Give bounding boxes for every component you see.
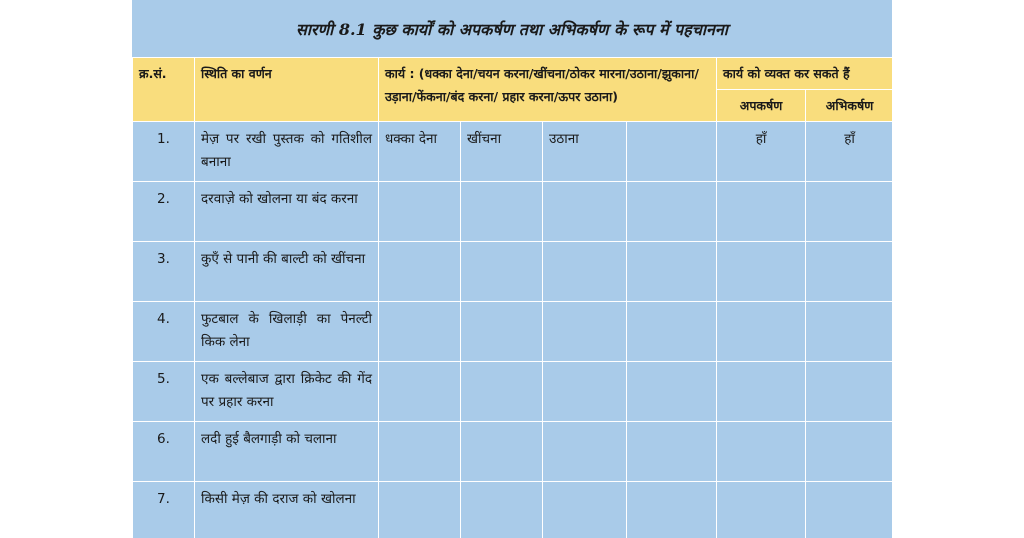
- table-container: [132, 0, 892, 538]
- row-push: [806, 182, 892, 242]
- header-serial: क्र.सं.: [133, 58, 195, 122]
- table-row: [133, 482, 893, 538]
- row-action-2: [461, 182, 543, 242]
- row-action-1: [379, 242, 461, 302]
- row-pull: [717, 302, 806, 362]
- row-action-2: [461, 242, 543, 302]
- row-pull: [717, 182, 806, 242]
- row-number: 4.: [133, 302, 195, 362]
- row-description: मेज़ पर रखी पुस्तक को गतिशील बनाना: [195, 122, 379, 182]
- row-action-4: [627, 182, 717, 242]
- row-description: कुएँ से पानी की बाल्टी को खींचना: [195, 242, 379, 302]
- table-row: [133, 242, 893, 302]
- row-pull: [717, 242, 806, 302]
- row-number: 6.: [133, 422, 195, 482]
- row-number: 5.: [133, 362, 195, 422]
- row-action-1: [379, 182, 461, 242]
- force-table: [132, 57, 892, 538]
- row-action-3: [543, 302, 627, 362]
- row-number: 2.: [133, 182, 195, 242]
- header-description: स्थिति का वर्णन: [195, 58, 379, 122]
- table-row: [133, 302, 893, 362]
- row-push: [806, 302, 892, 362]
- row-push: [806, 362, 892, 422]
- row-description: किसी मेज़ की दराज को खोलना: [195, 482, 379, 538]
- row-action-4: [627, 482, 717, 538]
- row-action-2: [461, 482, 543, 538]
- row-action-1: [379, 362, 461, 422]
- row-action-3: [543, 422, 627, 482]
- row-push: [806, 422, 892, 482]
- row-push: [806, 482, 892, 538]
- row-action-3: [543, 482, 627, 538]
- row-action-3: [543, 182, 627, 242]
- row-action-4: [627, 302, 717, 362]
- row-pull: [717, 362, 806, 422]
- table-row: [133, 182, 893, 242]
- row-action-4: [627, 362, 717, 422]
- row-action-2: [461, 362, 543, 422]
- table-row: [133, 122, 893, 182]
- row-action-3: उठाना: [543, 122, 627, 182]
- row-action-2: खींचना: [461, 122, 543, 182]
- table-row: [133, 422, 893, 482]
- table-title: सारणी 8.1 कुछ कार्यों को अपकर्षण तथा अभिकर्षण के रूप में पहचानना: [132, 0, 892, 57]
- row-action-4: [627, 422, 717, 482]
- row-action-1: [379, 482, 461, 538]
- row-pull: [717, 482, 806, 538]
- row-action-1: [379, 422, 461, 482]
- row-number: 3.: [133, 242, 195, 302]
- header-actions: कार्य : (धक्का देना/चयन करना/खींचना/ठोकर मारना/उठाना/झुकाना/उड़ाना/फेंकना/बंद करना/ प्रहार करना/ऊपर उठाना): [379, 58, 717, 122]
- row-action-1: [379, 302, 461, 362]
- row-push: [806, 242, 892, 302]
- row-action-4: [627, 122, 717, 182]
- row-description: लदी हुई बैलगाड़ी को चलाना: [195, 422, 379, 482]
- table-row: [133, 362, 893, 422]
- row-action-1: धक्का देना: [379, 122, 461, 182]
- row-description: दरवाज़े को खोलना या बंद करना: [195, 182, 379, 242]
- row-description: फुटबाल के खिलाड़ी का पेनल्टी किक लेना: [195, 302, 379, 362]
- row-description: एक बल्लेबाज द्वारा क्रिकेट की गेंद पर प्रहार करना: [195, 362, 379, 422]
- row-number: 7.: [133, 482, 195, 538]
- header-push: अभिकर्षण: [806, 90, 892, 122]
- row-number: 1.: [133, 122, 195, 182]
- row-pull: [717, 422, 806, 482]
- row-action-3: [543, 362, 627, 422]
- header-pull: अपकर्षण: [717, 90, 806, 122]
- row-push: हाँ: [806, 122, 892, 182]
- row-action-2: [461, 302, 543, 362]
- row-action-4: [627, 242, 717, 302]
- row-pull: हाँ: [717, 122, 806, 182]
- header-row: [133, 58, 893, 90]
- row-action-3: [543, 242, 627, 302]
- row-action-2: [461, 422, 543, 482]
- header-expressed-as: कार्य को व्यक्त कर सकते हैं: [717, 58, 892, 90]
